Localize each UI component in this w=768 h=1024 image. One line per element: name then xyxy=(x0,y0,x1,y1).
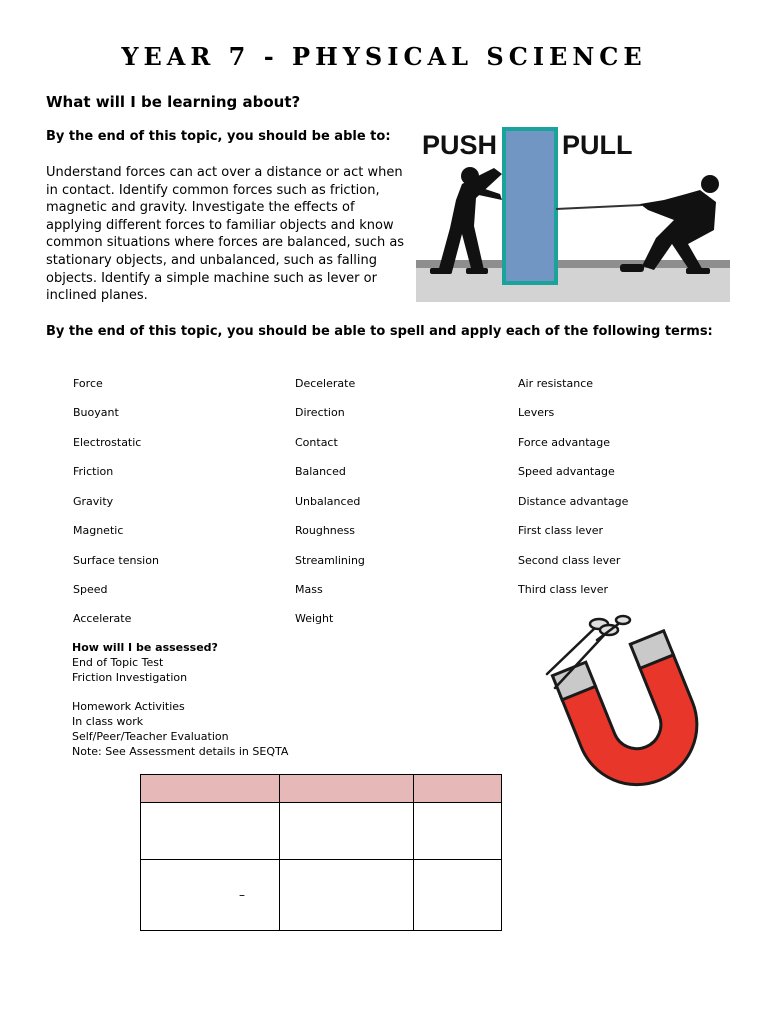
term-item: Speed xyxy=(73,583,108,596)
assessment-item: Note: See Assessment details in SEQTA xyxy=(72,744,289,758)
assessment-item: Homework Activities xyxy=(72,700,185,714)
table-header-cell xyxy=(141,775,280,803)
term-item: Friction xyxy=(73,465,114,478)
term-item: Speed advantage xyxy=(518,465,615,478)
term-item: Balanced xyxy=(295,465,346,478)
term-item: Force advantage xyxy=(518,436,611,449)
table-cell xyxy=(414,860,502,931)
term-item: Unbalanced xyxy=(295,495,361,508)
objectives-lead: By the end of this topic, you should be able to: xyxy=(46,129,391,144)
assessment-heading: How will I be assessed? xyxy=(72,641,218,654)
assessment-item: Self/Peer/Teacher Evaluation xyxy=(72,729,229,743)
term-item: Accelerate xyxy=(73,612,132,625)
table-header-cell xyxy=(414,775,502,803)
table-row xyxy=(141,803,502,860)
assessment-section xyxy=(72,641,288,759)
pillar xyxy=(504,129,556,283)
term-item: Second class lever xyxy=(518,554,621,567)
table-header-cell xyxy=(280,775,414,803)
term-item: Levers xyxy=(518,406,555,419)
term-item: Buoyant xyxy=(73,406,119,419)
term-item: Surface tension xyxy=(73,554,159,567)
term-item: Electrostatic xyxy=(73,436,142,449)
term-item: Mass xyxy=(295,583,323,596)
pusher-silhouette xyxy=(430,167,502,274)
term-item: Decelerate xyxy=(295,377,356,390)
page-title: YEAR 7 - PHYSICAL SCIENCE xyxy=(121,42,647,71)
term-item: First class lever xyxy=(518,524,604,537)
term-item: Air resistance xyxy=(518,377,594,390)
term-item: Direction xyxy=(295,406,345,419)
table-row xyxy=(141,860,502,931)
term-item: Gravity xyxy=(73,495,114,508)
table-cell xyxy=(414,803,502,860)
term-item: Distance advantage xyxy=(518,495,629,508)
assessment-item: In class work xyxy=(72,714,144,728)
term-item: Roughness xyxy=(295,524,356,537)
term-item: Contact xyxy=(295,436,338,449)
section-heading-learning: What will I be learning about? xyxy=(46,93,301,111)
assessment-table xyxy=(140,774,502,931)
table-cell xyxy=(280,803,414,860)
horseshoe-magnet-icon xyxy=(535,610,735,810)
push-pull-illustration xyxy=(416,120,730,302)
term-item: Streamlining xyxy=(295,554,365,567)
term-item: Third class lever xyxy=(518,583,608,596)
objectives-paragraph: Understand forces can act over a distance or act when in contact. Identify common forces such as friction, magnetic and gravity. Investigate the effects of applying different forces to familiar objects and know common situations where forces are balanced, such as stationary objects, and unbalanced, such as falling objects. Identify a simple machine such as lever or inclined planes. xyxy=(46,165,405,304)
push-label: PUSH xyxy=(422,130,498,160)
term-item: Force xyxy=(73,377,103,390)
terms-lead: By the end of this topic, you should be able to spell and apply each of the following terms: xyxy=(46,324,713,339)
table-header-row xyxy=(141,775,502,803)
table-cell-dash: – xyxy=(141,860,280,931)
assessment-item: End of Topic Test xyxy=(72,655,164,669)
table-cell xyxy=(280,860,414,931)
term-item: Magnetic xyxy=(73,524,124,537)
term-item: Weight xyxy=(295,612,334,625)
puller-silhouette xyxy=(620,175,719,274)
assessment-item: Friction Investigation xyxy=(72,670,188,684)
table-cell xyxy=(141,803,280,860)
pull-label: PULL xyxy=(562,130,633,160)
